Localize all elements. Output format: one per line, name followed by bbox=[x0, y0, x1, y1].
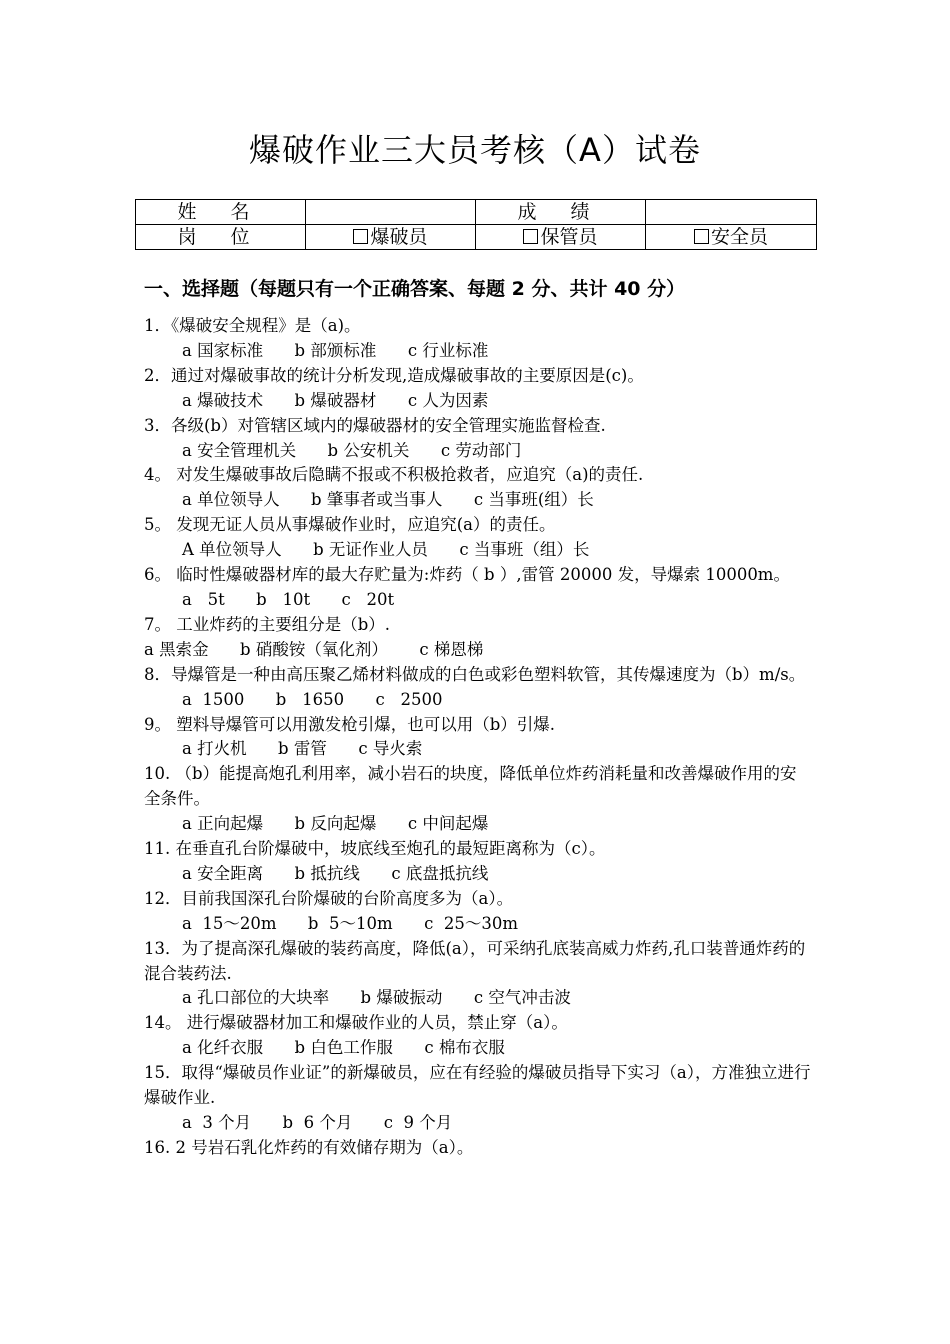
question-list bbox=[144, 314, 812, 1161]
question-text: 6。 临时性爆破器材库的最大存贮量为:炸药（ b ）,雷管 20000 发，导爆索 10000m。 bbox=[144, 565, 790, 585]
question-item bbox=[144, 1061, 812, 1136]
score-field[interactable] bbox=[646, 200, 817, 225]
score-label: 成 绩 bbox=[476, 200, 646, 225]
post-option-safety[interactable] bbox=[646, 225, 817, 250]
question-item bbox=[144, 762, 812, 837]
question-text: 7。 工业炸药的主要组分是（b）. bbox=[144, 614, 391, 634]
info-row-name-score bbox=[136, 200, 817, 225]
question-options: a 单位领导人 b 肇事者或当事人 c 当事班(组）长 bbox=[182, 490, 594, 510]
question-text: 12．目前我国深孔台阶爆破的台阶高度多为（a）。 bbox=[144, 888, 514, 908]
question-text: 11. 在垂直孔台阶爆破中，坡底线至炮孔的最短距离称为（c）。 bbox=[144, 839, 606, 859]
question-text: 8．导爆管是一种由高压聚乙烯材料做成的白色或彩色塑料软管，其传爆速度为（b）m/s。 bbox=[144, 664, 806, 684]
question-options: a 3 个月 b 6 个月 c 9 个月 bbox=[182, 1113, 453, 1132]
question-item bbox=[144, 887, 812, 937]
question-text: 3．各级(b）对管辖区域内的爆破器材的安全管理实施监督检查. bbox=[144, 415, 606, 435]
question-options: a 1500 b 1650 c 2500 bbox=[182, 689, 443, 709]
post-option-label: 保管员 bbox=[540, 226, 598, 248]
info-row-post bbox=[136, 225, 817, 250]
question-options: a 安全距离 b 抵抗线 c 底盘抵抗线 bbox=[182, 863, 489, 883]
question-text: 16. 2 号岩石乳化炸药的有效储存期为（a）。 bbox=[144, 1137, 474, 1157]
question-options: a 国家标准 b 部颁标准 c 行业标准 bbox=[182, 340, 489, 360]
question-options: a 黑索金 b 硝酸铵（氧化剂） c 梯恩梯 bbox=[144, 639, 484, 659]
question-text: 14。 进行爆破器材加工和爆破作业的人员，禁止穿（a）。 bbox=[144, 1013, 568, 1033]
checkbox-icon[interactable] bbox=[353, 229, 368, 244]
post-option-blaster[interactable] bbox=[306, 225, 476, 250]
question-options: a 孔口部位的大块率 b 爆破振动 c 空气冲击波 bbox=[182, 988, 571, 1008]
question-item bbox=[144, 837, 812, 887]
post-label: 岗 位 bbox=[136, 225, 306, 250]
question-item bbox=[144, 364, 812, 414]
question-item bbox=[144, 713, 812, 763]
question-text: 13．为了提高深孔爆破的装药高度，降低(a），可采纳孔底装高威力炸药,孔口装普通炸药的混合装药法. bbox=[144, 938, 806, 983]
question-item bbox=[144, 937, 812, 1012]
question-item bbox=[144, 1011, 812, 1061]
question-text: 10. （b）能提高炮孔利用率，减小岩石的块度，降低单位炸药消耗量和改善爆破作用的安全条件。 bbox=[144, 764, 797, 809]
question-options: a 化纤衣服 b 白色工作服 c 棉布衣服 bbox=[182, 1038, 505, 1058]
question-item bbox=[144, 414, 812, 464]
question-item bbox=[144, 513, 812, 563]
checkbox-icon[interactable] bbox=[523, 229, 538, 244]
question-item bbox=[144, 314, 812, 364]
post-option-label: 爆破员 bbox=[370, 226, 428, 248]
info-table bbox=[135, 199, 817, 250]
question-text: 15．取得“爆破员作业证”的新爆破员，应在有经验的爆破员指导下实习（a），方准独立进行爆破作业. bbox=[144, 1063, 811, 1108]
name-label: 姓 名 bbox=[136, 200, 306, 225]
question-item bbox=[144, 463, 812, 513]
question-options: a 安全管理机关 b 公安机关 c 劳动部门 bbox=[182, 440, 522, 460]
post-option-label: 安全员 bbox=[710, 226, 768, 248]
question-options: A 单位领导人 b 无证作业人员 c 当事班（组）长 bbox=[182, 540, 590, 560]
question-options: a 5t b 10t c 20t bbox=[182, 589, 395, 609]
post-option-keeper[interactable] bbox=[476, 225, 646, 250]
question-item bbox=[144, 613, 812, 663]
question-text: 4。 对发生爆破事故后隐瞒不报或不积极抢救者，应追究（a)的责任. bbox=[144, 465, 644, 485]
page-title: 爆破作业三大员考核（A）试卷 bbox=[249, 131, 701, 169]
question-text: 5。 发现无证人员从事爆破作业时，应追究(a）的责任。 bbox=[144, 515, 556, 535]
question-options: a 15～20m b 5～10m c 25～30m bbox=[182, 913, 518, 933]
question-text: 1．《爆破安全规程》是（a)。 bbox=[144, 316, 361, 335]
question-item bbox=[144, 1136, 812, 1161]
question-item bbox=[144, 663, 812, 713]
name-field[interactable] bbox=[306, 200, 476, 225]
question-options: a 爆破技术 b 爆破器材 c 人为因素 bbox=[182, 390, 489, 410]
question-text: 2．通过对爆破事故的统计分析发现,造成爆破事故的主要原因是(c)。 bbox=[144, 365, 644, 385]
question-options: a 打火机 b 雷管 c 导火索 bbox=[182, 739, 423, 759]
checkbox-icon[interactable] bbox=[694, 229, 709, 244]
question-item bbox=[144, 563, 812, 613]
question-options: a 正向起爆 b 反向起爆 c 中间起爆 bbox=[182, 814, 489, 834]
section-title: 一、选择题（每题只有一个正确答案、每题 2 分、共计 40 分） bbox=[144, 278, 686, 300]
question-text: 9。 塑料导爆管可以用激发枪引爆，也可以用（b）引爆. bbox=[144, 714, 556, 734]
